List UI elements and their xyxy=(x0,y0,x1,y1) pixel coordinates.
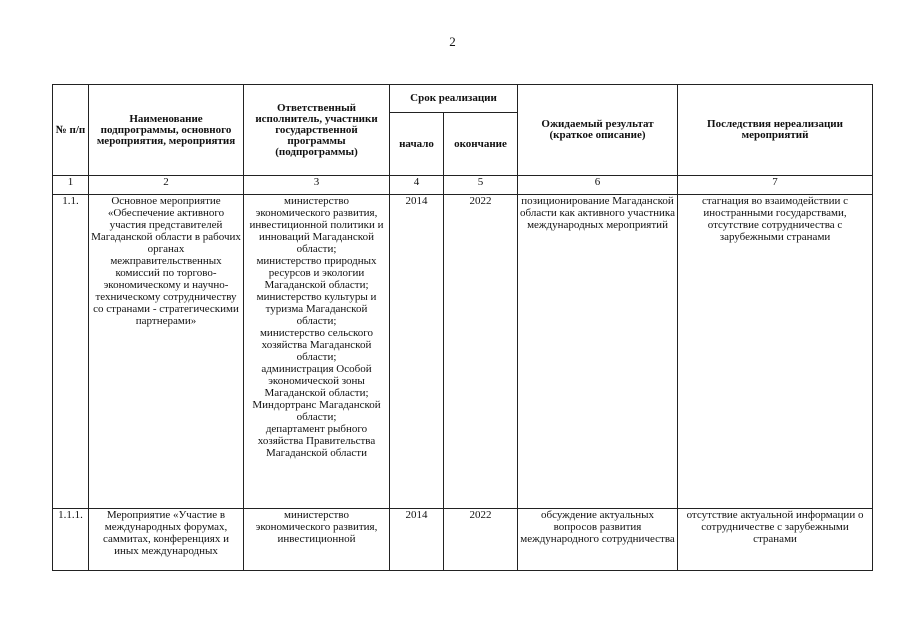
responsible-line: министерство культуры и туризма Магаданской области; xyxy=(256,291,377,327)
table-row xyxy=(53,195,873,509)
row-num: 1.1.1. xyxy=(53,509,89,571)
column-number: 2 xyxy=(89,176,244,195)
row-responsible xyxy=(244,195,390,509)
header-end: окончание xyxy=(444,113,518,176)
header-start: начало xyxy=(390,113,444,176)
column-number: 3 xyxy=(244,176,390,195)
header-consequences: Последствия нереализации мероприятий xyxy=(678,85,873,176)
row-expected: обсуждение актуальных вопросов развития международного сотрудничества xyxy=(518,509,678,571)
responsible-line: министерство природных ресурсов и экологии Магаданской области; xyxy=(256,255,377,291)
row-name: Мероприятие «Участие в международных форумах, саммитах, конференциях и иных международных xyxy=(89,509,244,571)
header-period: Срок реализации xyxy=(390,85,518,113)
header-num: № п/п xyxy=(53,85,89,176)
row-consequences: стагнация во взаимодействии с иностранными государствами, отсутствие сотрудничества с зарубежными странами xyxy=(678,195,873,509)
column-number: 5 xyxy=(444,176,518,195)
row-start: 2014 xyxy=(390,509,444,571)
column-number: 4 xyxy=(390,176,444,195)
column-number: 6 xyxy=(518,176,678,195)
column-number: 7 xyxy=(678,176,873,195)
header-responsible: Ответственный исполнитель, участники государственной программы (подпрограммы) xyxy=(244,85,390,176)
responsible-line: Миндортранс Магаданской области; xyxy=(252,399,381,423)
row-start: 2014 xyxy=(390,195,444,509)
row-expected: позиционирование Магаданской области как активного участника международных мероприятий xyxy=(518,195,678,509)
row-end: 2022 xyxy=(444,509,518,571)
row-num: 1.1. xyxy=(53,195,89,509)
header-name: Наименование подпрограммы, основного мероприятия, мероприятия xyxy=(89,85,244,176)
table-row xyxy=(53,509,873,571)
header-expected: Ожидаемый результат (краткое описание) xyxy=(518,85,678,176)
column-number: 1 xyxy=(53,176,89,195)
row-responsible xyxy=(244,509,390,571)
column-numbers-row xyxy=(53,176,873,195)
responsible-line: департамент рыбного хозяйства Правительства Магаданской области xyxy=(257,423,376,459)
activities-table xyxy=(52,84,873,571)
responsible-line: министерство экономического развития, инвестиционной xyxy=(255,509,378,545)
row-name: Основное мероприятие «Обеспечение активного участия представителей Магаданской области в рабочих органах межправительственных комиссий по торгово-экономическому и научно-техническому сотрудничеству со странами - стратегическими партнерами» xyxy=(89,195,244,509)
responsible-line: министерство экономического развития, инвестиционной политики и инноваций Магаданской области; xyxy=(249,195,384,255)
responsible-line: министерство сельского хозяйства Магаданской области; xyxy=(259,327,374,363)
row-end: 2022 xyxy=(444,195,518,509)
row-consequences: отсутствие актуальной информации о сотрудничестве с зарубежными странами xyxy=(678,509,873,571)
responsible-line: администрация Особой экономической зоны Магаданской области; xyxy=(261,363,372,399)
page-number: 2 xyxy=(449,34,456,49)
